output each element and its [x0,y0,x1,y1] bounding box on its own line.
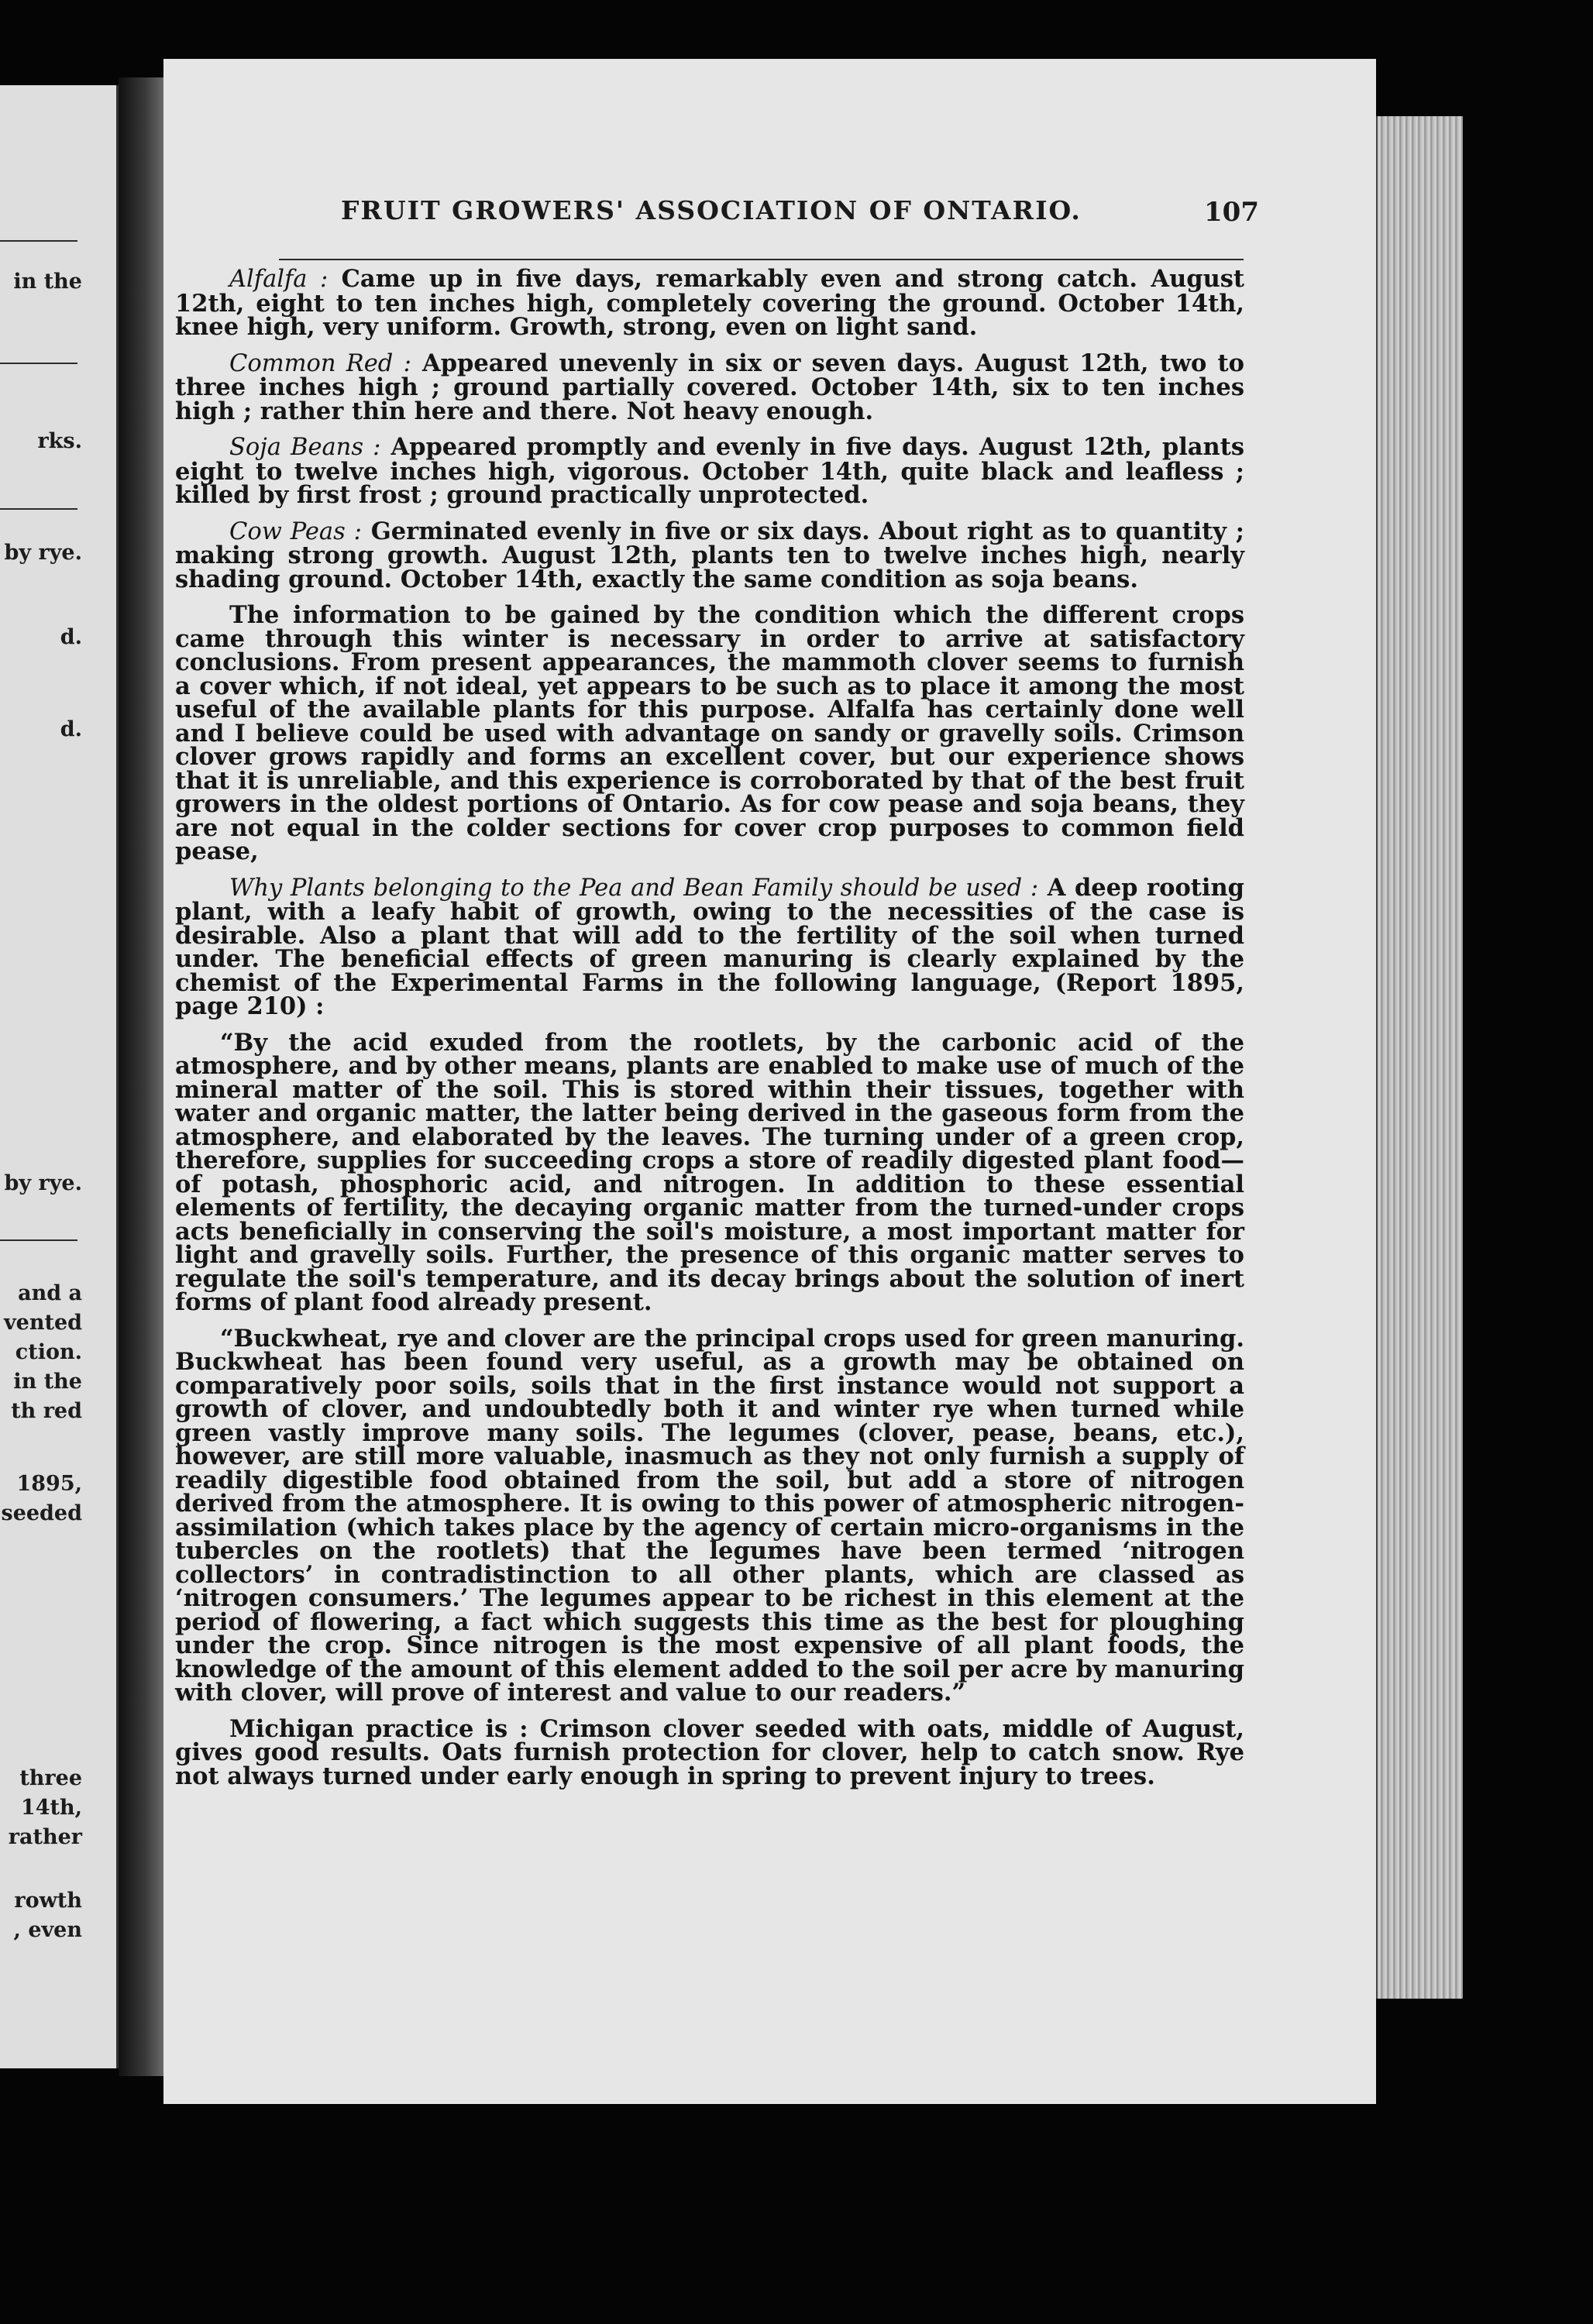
paragraph-text: Came up in five days, remarkably even and strong catch. August 12th, eight to ten inches high, completely covering the ground. October 14th, knee high, very uniform. Growth, strong, even on light sand. [175,265,1245,341]
running-head: FRUIT GROWERS' ASSOCIATION OF ONTARIO. [341,195,1082,225]
left-page-fragment: rowth [14,1889,82,1913]
left-page-fragment: th red [11,1399,82,1423]
quote-acid-rootlets: “By the acid exuded from the rootlets, by the carbonic acid of the atmosphere, and by other means, plants are enabled to make use of much of the mineral matter of the soil. This is stored within their tissues, together with water and organic matter, the latter being derived in the gaseous form from the atmosphere, and elaborated by the leaves. The turning under of a green crop, therefore, supplies for succeeding crops a store of readily digested plant food—of potash, phosphoric acid, and nitrogen. In addition to these essential elements of fertility, the decaying organic matter from the turned-under crops acts beneficially in conserving the soil's moisture, a most important matter for light and gravelly soils. Further, the presence of this organic matter serves to regulate the soil's temperature, and its decay brings about the solution of inert forms of plant food already present. [175,1028,1244,1316]
left-page-fragment: by rye. [4,1171,82,1195]
paragraph-common-red [175,349,1244,425]
left-page-fragment: d. [60,625,82,649]
paragraph-soja-beans [175,435,1244,507]
left-page-fragment: 1895, [16,1472,82,1496]
paragraph-lead: Alfalfa : [229,266,329,293]
paragraph-text: Appeared unevenly in six or seven days. August 12th, two to three inches high ; ground partially covered. October 14th, six to ten inches high ; rather thin here and there. Not heavy enough. [175,349,1244,425]
left-page-fragment: in the [13,270,82,294]
left-page-fragment: ction. [15,1340,82,1364]
left-page-fragment: rather [8,1825,82,1849]
left-page-fragment: rks. [37,429,82,453]
left-page-fragment: seeded [1,1501,82,1525]
left-page-fragment: in the [13,1370,82,1394]
paragraph-lead: Common Red : [229,349,411,377]
left-page-fragment: vented [3,1311,82,1335]
paragraph-lead: Why Plants belonging to the Pea and Bean Family should be used : [229,874,1039,902]
paragraph-text: A deep rooting plant, with a leafy habit of growth, owing to the necessities of the case is desirable. Also a plant that will add to the fertility of the soil when turned under. The beneficial effects of green manuring is clearly explained by the chemist of the Experimental Farms in the following language, (Report 1895, page 210) : [175,873,1244,1020]
left-page [0,85,119,2068]
left-page-fragment: and a [18,1281,82,1305]
paragraph-lead: Soja Beans : [229,434,381,461]
left-page-fragment: three [19,1766,82,1790]
paragraph-alfalfa [175,267,1244,339]
paragraph-information: The information to be gained by the condition which the different crops came through this winter is necessary in order to arrive at satisfactory conclusions. From present appearances, the mammoth clover seems to furnish a cover which, if not ideal, yet appears to be such as to place it among the most useful of the available plants for this purpose. Alfalfa has certainly done well and I believe could be used with advantage on sandy or gravelly soils. Crimson clover grows rapidly and forms an excellent cover, but our experience shows that it is unreliable, and this experience is corroborated by that of the best fruit growers in the oldest portions of Ontario. As for cow pease and soja beans, they are not equal in the colder sections for cover crop purposes to common field pease, [175,601,1244,865]
paragraph-lead: Cow Peas : [229,517,362,545]
page-number: 107 [1204,197,1259,228]
left-page-rule [0,240,77,242]
header-rule [279,259,1244,260]
left-page-fragment: , even [13,1918,82,1942]
paragraph-why-plants [175,873,1244,1020]
quote-green-manuring: “Buckwheat, rye and clover are the principal crops used for green manuring. Buckwheat has been found very useful, as a growth may be obtained on comparatively poor soils, soils that in the first instance would not support a growth of clover, and undoubtedly both it and winter rye when turned while green vastly improve many soils. The legumes (clover, pease, beans, etc.), however, are still more valuable, inasmuch as they not only furnish a supply of readily digestible food obtained from the soil, but add a store of nitrogen derived from the atmosphere. It is owing to this power of atmospheric nitrogen-assimilation (which takes place by the agency of certain micro-organisms in the tubercles on the rootlets) that the legumes have been termed ‘nitrogen collectors’ in contradistinction to all other plants, which are classed as ‘nitrogen consumers.’ The legumes appear to be richest in this element at the period of flowering, a fact which suggests this time as the best for ploughing under the crop. Since nitrogen is the most expensive of all plant foods, the knowledge of the amount of this element added to the soil per acre by manuring with clover, will prove of interest and value to our readers.” [175,1324,1244,1707]
left-page-fragment: d. [60,717,82,741]
left-page-rule [0,1239,77,1241]
paragraph-cow-peas [175,517,1244,593]
page-edges [1376,116,1463,1999]
left-page-rule [0,508,77,510]
page-body [175,267,1244,1800]
left-page-fragment: by rye. [4,541,82,565]
book-gutter [119,77,163,2076]
left-page-rule [0,363,77,364]
paragraph-text: Appeared promptly and evenly in five days. August 12th, plants eight to twelve inches high, vigorous. October 14th, quite black and leafless ; killed by first frost ; ground practically unprotected. [175,433,1244,509]
paragraph-michigan: Michigan practice is : Crimson clover seeded with oats, middle of August, gives good results. Oats furnish protection for clover, help to catch snow. Rye not always turned under early enough in spring to prevent injury to trees. [175,1714,1244,1790]
left-page-fragment: 14th, [20,1796,82,1820]
paragraph-text: Germinated evenly in five or six days. About right as to quantity ; making strong growth. August 12th, plants ten to twelve inches high, nearly shading ground. October 14th, exactly the same condition as soja beans. [175,517,1244,593]
page-header [341,195,1259,232]
